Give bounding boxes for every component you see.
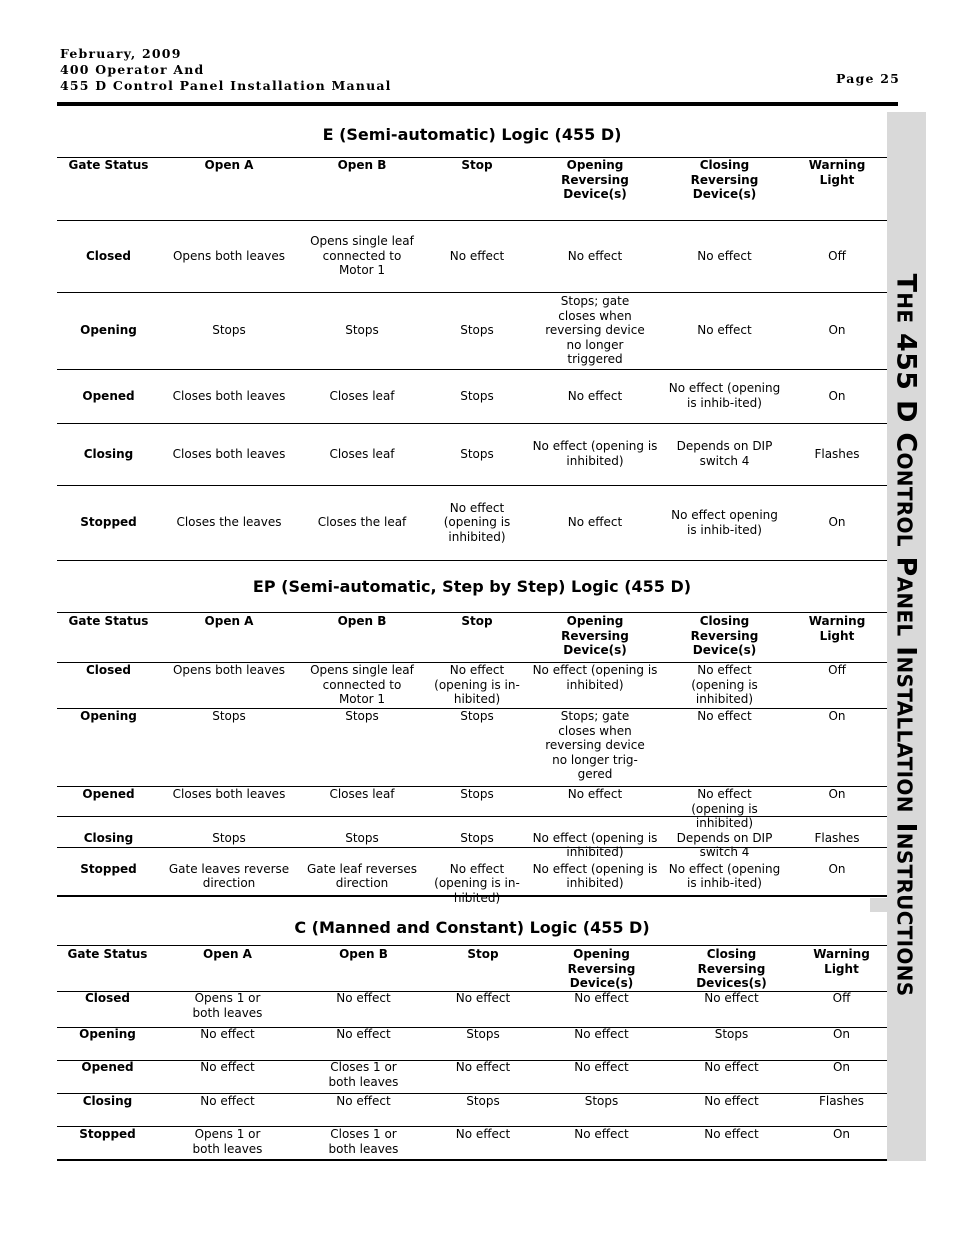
table-rule	[57, 423, 887, 424]
table-cell: On	[832, 1060, 851, 1074]
table-row	[57, 991, 887, 1027]
table-cell: Stops	[212, 323, 246, 338]
table-row	[57, 787, 887, 831]
table-title: C (Manned and Constant) Logic (455 D)	[294, 918, 650, 937]
column-header: Closing Reversing Device(s)	[690, 614, 759, 658]
column-header: Stop	[461, 158, 493, 172]
column-header: Stop	[467, 947, 499, 961]
table-cell: Stops	[460, 787, 494, 801]
table-cell: No effect	[704, 1060, 759, 1074]
table-cell: Depends on DIP switch 4	[676, 830, 773, 860]
table-cell: Closed	[84, 991, 131, 1005]
table-row	[57, 423, 887, 485]
table-cell: Closes the leaves	[176, 515, 282, 530]
table-cell: Closes leaf	[329, 388, 395, 403]
table-cell: Stopped	[79, 1127, 136, 1141]
header-rule	[57, 102, 898, 106]
table-cell: Stops	[345, 323, 379, 338]
table-cell: Stops	[466, 1027, 500, 1041]
table-rule	[57, 847, 887, 848]
table-cell: Closing	[83, 830, 134, 845]
column-header: Warning Light	[808, 158, 866, 187]
table-row	[57, 1127, 887, 1161]
table-cell: Off	[832, 991, 851, 1005]
header-line-3: 455 D Control Panel Installation Manual	[60, 78, 392, 93]
table-rule	[57, 1060, 887, 1061]
table-cell: Stops; gate closes when reversing device no longer trig-gered	[545, 709, 645, 782]
column-header: Opening Reversing Device(s)	[561, 614, 629, 658]
column-header: Warning Light	[813, 947, 870, 976]
table-cell: No effect (opening is inhibited)	[443, 500, 511, 544]
table-cell: No effect	[336, 991, 391, 1005]
table-cell: No effect	[567, 515, 623, 530]
column-header: Open B	[337, 614, 387, 628]
table-rule	[57, 292, 887, 293]
table-cell: Closing	[82, 1094, 133, 1108]
column-header: Opening Reversing Device(s)	[561, 158, 629, 202]
logic-table-ep	[57, 614, 887, 910]
table-cell: Closes leaf	[329, 787, 395, 801]
table-rule	[57, 662, 887, 663]
table-cell: No effect	[200, 1094, 255, 1108]
table-cell: Stops	[460, 388, 494, 403]
table-cell: Flashes	[814, 830, 860, 845]
table-cell: No effect opening is inhib-ited)	[671, 507, 778, 537]
table-row	[57, 1060, 887, 1094]
table-cell: Closes both leaves	[172, 446, 286, 461]
table-row	[57, 709, 887, 787]
table-cell: No effect (opening is inhib-ited)	[668, 381, 781, 410]
column-header: Closing Reversing Devices(s)	[696, 947, 767, 991]
column-header: Closing Reversing Device(s)	[690, 158, 759, 202]
table-cell: No effect	[697, 248, 752, 263]
running-header	[60, 46, 392, 94]
column-header: Opening Reversing Device(s)	[567, 947, 636, 991]
table-cell: Stops	[466, 1094, 500, 1108]
table-title: EP (Semi-automatic, Step by Step) Logic (455 D)	[252, 577, 692, 596]
table-cell: Stopped	[80, 515, 137, 530]
column-header: Open B	[339, 947, 388, 961]
table-cell: On	[828, 388, 846, 403]
table-rule	[57, 1093, 887, 1094]
table-rule	[57, 220, 887, 221]
table-cell: No effect	[697, 709, 752, 723]
table-cell: Stopped	[80, 861, 137, 876]
table-cell: On	[832, 1027, 851, 1041]
table-cell: Opens 1 or both leaves	[192, 1127, 263, 1156]
table-cell: Stops	[345, 709, 379, 723]
table-rule	[57, 786, 887, 787]
table-rule	[57, 991, 887, 992]
table-row	[57, 1094, 887, 1127]
table-rule	[57, 708, 887, 709]
table-rule	[57, 612, 887, 613]
table-cell: On	[828, 515, 846, 530]
page-number: Page 25	[836, 71, 901, 86]
table-cell: Closes both leaves	[172, 787, 286, 801]
table-rule	[57, 895, 887, 897]
table-cell: No effect	[574, 1027, 629, 1041]
table-cell: On	[828, 709, 846, 723]
column-header: Open A	[204, 614, 254, 628]
table-rule	[57, 485, 887, 486]
table-row	[57, 1027, 887, 1060]
table-row	[57, 862, 887, 910]
column-header: Gate Status	[68, 158, 149, 172]
table-cell: Stops	[212, 830, 246, 845]
table-header-row	[57, 614, 887, 663]
table-cell: No effect (opening is inhib-ited)	[668, 861, 781, 891]
table-cell: No effect (opening is inhibited)	[691, 787, 758, 831]
table-cell: No effect	[704, 1127, 759, 1141]
table-cell: Closed	[85, 248, 132, 263]
table-rule	[57, 560, 887, 561]
table-cell: Stops	[714, 1027, 749, 1041]
table-cell: Stops	[460, 323, 494, 338]
table-cell: Opens both leaves	[172, 248, 285, 263]
table-cell: Off	[828, 663, 846, 677]
table-cell: Opening	[80, 323, 137, 338]
table-cell: No effect	[697, 323, 752, 338]
table-cell: No effect	[336, 1094, 391, 1108]
column-header: Warning Light	[808, 614, 866, 643]
table-row	[57, 220, 887, 292]
table-cell: No effect	[449, 248, 505, 263]
table-cell: Closes both leaves	[172, 388, 286, 403]
header-date: February, 2009	[60, 46, 182, 61]
table-cell: No effect (opening is inhibited)	[532, 663, 658, 692]
table-rule	[57, 1159, 887, 1161]
table-cell: No effect	[455, 1060, 511, 1074]
table-cell: No effect	[574, 991, 629, 1005]
table-cell: No effect	[567, 248, 623, 263]
table-cell: No effect	[336, 1027, 391, 1041]
table-cell: Opened	[82, 388, 135, 403]
table-cell: No effect	[455, 991, 511, 1005]
table-cell: Closing	[83, 446, 134, 461]
table-cell: Stops	[345, 830, 379, 845]
table-rule	[57, 816, 887, 817]
table-cell: No effect	[574, 1127, 629, 1141]
table-cell: Closes 1 or both leaves	[328, 1127, 399, 1156]
column-header: Open A	[203, 947, 252, 961]
table-cell: Closed	[85, 663, 132, 677]
table-cell: No effect (opening is inhibited)	[532, 861, 658, 891]
table-cell: Opening	[80, 709, 137, 723]
table-cell: No effect (opening is inhibited)	[691, 663, 758, 707]
table-row	[57, 292, 887, 369]
table-cell: No effect	[567, 388, 623, 403]
table-cell: Closes the leaf	[317, 515, 407, 530]
table-cell: Gate leaves reverse direction	[168, 861, 290, 891]
table-cell: No effect (opening is in-hibited)	[434, 861, 520, 905]
table-cell: On	[828, 787, 846, 801]
table-rule	[57, 1126, 887, 1127]
table-cell: Opens 1 or both leaves	[192, 991, 263, 1020]
table-cell: No effect	[704, 991, 759, 1005]
table-cell: On	[828, 861, 846, 876]
table-cell: Opens single leaf connected to Motor 1	[310, 234, 414, 278]
table-cell: No effect	[567, 787, 623, 801]
table-cell: No effect (opening is inhibited)	[532, 830, 658, 860]
table-row	[57, 369, 887, 423]
table-title: E (Semi-automatic) Logic (455 D)	[322, 125, 622, 144]
table-cell: Opens single leaf connected to Motor 1	[310, 663, 414, 707]
table-cell: No effect	[455, 1127, 511, 1141]
table-cell: On	[832, 1127, 851, 1141]
table-cell: Stops; gate closes when reversing device no longer triggered	[545, 294, 645, 367]
header-line-2: 400 Operator And	[60, 62, 205, 77]
table-rule	[57, 157, 887, 158]
table-cell: Opening	[79, 1027, 136, 1041]
table-cell: No effect (opening is inhibited)	[532, 439, 658, 468]
table-cell: Depends on DIP switch 4	[676, 439, 773, 468]
table-cell: Opened	[81, 1060, 134, 1074]
column-header: Stop	[461, 614, 493, 628]
table-cell: No effect	[704, 1094, 759, 1108]
table-row	[57, 485, 887, 560]
table-cell: Closes 1 or both leaves	[328, 1060, 399, 1089]
table-cell: Stops	[584, 1094, 619, 1108]
table-header-row	[57, 947, 887, 991]
table-cell: No effect (opening is in-hibited)	[434, 663, 520, 707]
table-cell: Stops	[212, 709, 246, 723]
table-cell: No effect	[574, 1060, 629, 1074]
table-rule	[57, 369, 887, 370]
table-rule	[57, 945, 887, 946]
table-row	[57, 663, 887, 709]
table-cell: Stops	[460, 709, 494, 723]
table-cell: Flashes	[818, 1094, 865, 1108]
logic-table-c	[57, 947, 887, 1161]
column-header: Open A	[204, 158, 254, 172]
table-rule	[57, 1027, 887, 1028]
column-header: Gate Status	[67, 947, 148, 961]
table-cell: Off	[828, 248, 846, 263]
table-cell: On	[828, 323, 846, 338]
side-tab-title: THE 455 D CONTROL PANEL INSTALLATION INSTRUCTIONS	[890, 273, 922, 997]
table-cell: Flashes	[814, 446, 860, 461]
table-cell: Opened	[82, 787, 135, 801]
column-header: Open B	[337, 158, 387, 172]
table-header-row	[57, 158, 887, 220]
table-cell: Stops	[460, 830, 494, 845]
table-cell: Closes leaf	[329, 446, 395, 461]
table-cell: Opens both leaves	[172, 663, 285, 677]
logic-table-e	[57, 158, 887, 560]
column-header: Gate Status	[68, 614, 149, 628]
table-cell: Stops	[460, 446, 494, 461]
table-cell: Gate leaf reverses direction	[306, 861, 418, 891]
table-cell: No effect	[200, 1060, 255, 1074]
table-cell: No effect	[200, 1027, 255, 1041]
